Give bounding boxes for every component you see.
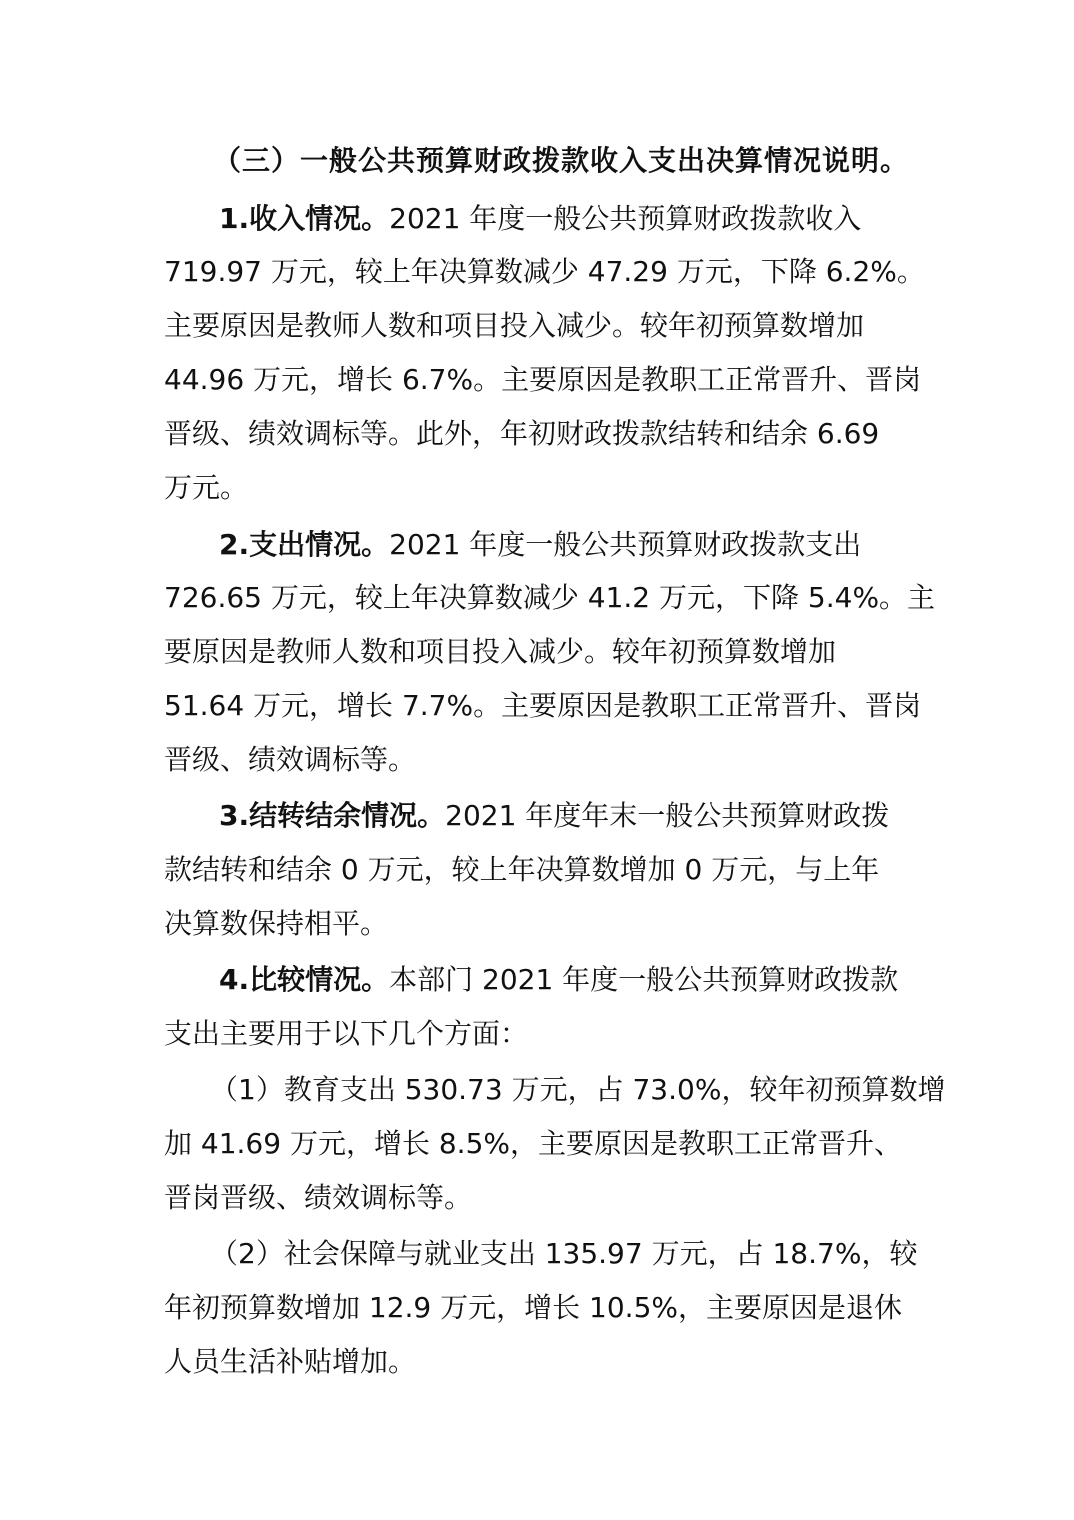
- income-paragraph-line-2: 719.97 万元，较上年决算数减少 47.29 万元，下降 6.2%。: [164, 255, 925, 288]
- expense-text: 2021 年度一般公共预算财政拨款支出: [389, 528, 862, 561]
- section-heading: （三）一般公共预算财政拨款收入支出决算情况说明。: [213, 144, 910, 177]
- income-paragraph-line-1: [0, 199, 1074, 239]
- income-paragraph-line-3: 主要原因是教师人数和项目投入减少。较年初预算数增加: [164, 309, 865, 342]
- comparison-text: 本部门 2021 年度一般公共预算财政拨款: [389, 963, 899, 996]
- item1-line-3: 晋岗晋级、绩效调标等。: [164, 1181, 473, 1214]
- balance-paragraph-line-2: 款结转和结余 0 万元，较上年决算数增加 0 万元，与上年: [164, 853, 880, 886]
- expense-paragraph-line-2: 726.65 万元，较上年决算数减少 41.2 万元，下降 5.4%。主: [164, 581, 936, 614]
- comparison-label: 4.比较情况。: [219, 963, 390, 996]
- item2-line-1: （2）社会保障与就业支出 135.97 万元，占 18.7%，较: [210, 1237, 918, 1270]
- expense-paragraph-line-3: 要原因是教师人数和项目投入减少。较年初预算数增加: [164, 635, 837, 668]
- expense-label: 2.支出情况。: [219, 528, 390, 561]
- comparison-paragraph-line-1: [0, 960, 1074, 1000]
- item2-line-2: 年初预算数增加 12.9 万元，增长 10.5%，主要原因是退休: [164, 1291, 902, 1324]
- comparison-paragraph-line-2: 支出主要用于以下几个方面：: [164, 1017, 529, 1050]
- balance-text: 2021 年度年末一般公共预算财政拨: [445, 799, 890, 832]
- item1-line-2: 加 41.69 万元，增长 8.5%，主要原因是教职工正常晋升、: [164, 1127, 902, 1160]
- expense-paragraph-line-5: 晋级、绩效调标等。: [164, 743, 417, 776]
- income-text: 2021 年度一般公共预算财政拨款收入: [389, 202, 862, 235]
- balance-label: 3.结转结余情况。: [219, 799, 446, 832]
- income-label: 1.收入情况。: [219, 202, 390, 235]
- income-paragraph-line-4: 44.96 万元，增长 6.7%。主要原因是教职工正常晋升、晋岗: [164, 363, 922, 396]
- balance-paragraph-line-3: 决算数保持相平。: [164, 907, 389, 940]
- income-paragraph-line-5: 晋级、绩效调标等。此外，年初财政拨款结转和结余 6.69: [164, 417, 880, 450]
- expense-paragraph-line-1: [0, 525, 1074, 565]
- item2-line-3: 人员生活补贴增加。: [164, 1345, 417, 1378]
- item1-line-1: （1）教育支出 530.73 万元，占 73.0%，较年初预算数增: [210, 1073, 946, 1106]
- expense-paragraph-line-4: 51.64 万元，增长 7.7%。主要原因是教职工正常晋升、晋岗: [164, 689, 922, 722]
- income-paragraph-line-6: 万元。: [164, 471, 249, 504]
- balance-paragraph-line-1: [0, 796, 1074, 836]
